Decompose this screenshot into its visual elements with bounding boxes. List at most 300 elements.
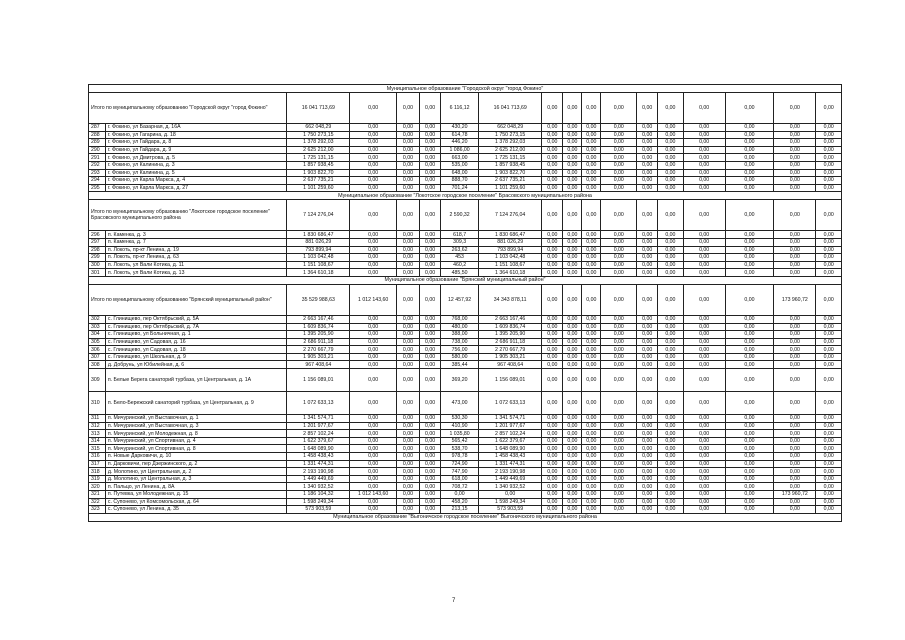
value-cell: 0,00 bbox=[396, 131, 419, 139]
value-cell: 0,00 bbox=[542, 200, 563, 231]
value-cell: 573 903,59 bbox=[287, 506, 350, 514]
value-cell: 0,00 bbox=[420, 491, 441, 499]
value-cell: 0,00 bbox=[774, 460, 816, 468]
value-cell: 0,00 bbox=[542, 415, 563, 423]
table-row bbox=[89, 238, 842, 246]
value-cell: 0,00 bbox=[774, 353, 816, 361]
value-cell: 16 041 713,69 bbox=[287, 93, 350, 124]
value-cell: 0,00 bbox=[725, 269, 774, 277]
value-cell: 0,00 bbox=[725, 261, 774, 269]
address-cell: п. Мичуринский, ул Молодежная, д. 8 bbox=[105, 430, 286, 438]
value-cell: 0,00 bbox=[420, 261, 441, 269]
value-cell: 978,78 bbox=[441, 453, 479, 461]
value-cell: 0,00 bbox=[582, 154, 601, 162]
value-cell: 0,00 bbox=[420, 460, 441, 468]
value-cell: 0,00 bbox=[683, 506, 725, 514]
value-cell: 0,00 bbox=[396, 315, 419, 323]
value-cell: 0,00 bbox=[683, 422, 725, 430]
row-number: 301 bbox=[89, 269, 106, 277]
value-cell: 0,00 bbox=[563, 445, 582, 453]
table-row bbox=[89, 323, 842, 331]
value-cell: 0,00 bbox=[725, 161, 774, 169]
value-cell: 0,00 bbox=[658, 346, 683, 354]
value-cell: 0,00 bbox=[350, 506, 396, 514]
value-cell: 0,00 bbox=[350, 146, 396, 154]
value-cell: 0,00 bbox=[350, 346, 396, 354]
table-row bbox=[89, 453, 842, 461]
value-cell: 0,00 bbox=[601, 269, 637, 277]
value-cell: 0,00 bbox=[601, 346, 637, 354]
value-cell: 0,00 bbox=[637, 261, 658, 269]
value-cell: 0,00 bbox=[420, 361, 441, 369]
value-cell: 0,00 bbox=[725, 468, 774, 476]
value-cell: 0,00 bbox=[563, 169, 582, 177]
value-cell: 0,00 bbox=[563, 506, 582, 514]
value-cell: 0,00 bbox=[601, 261, 637, 269]
value-cell: 0,00 bbox=[542, 269, 563, 277]
value-cell: 0,00 bbox=[563, 139, 582, 147]
value-cell: 0,00 bbox=[582, 437, 601, 445]
value-cell: 0,00 bbox=[542, 422, 563, 430]
value-cell: 0,00 bbox=[396, 498, 419, 506]
value-cell: 0,00 bbox=[725, 437, 774, 445]
value-cell: 0,00 bbox=[350, 238, 396, 246]
value-cell: 0,00 bbox=[774, 437, 816, 445]
address-cell: п. Каменка, д. 7 bbox=[105, 238, 286, 246]
value-cell: 1 598 249,34 bbox=[479, 498, 542, 506]
value-cell: 0,00 bbox=[542, 437, 563, 445]
value-cell: 663,00 bbox=[441, 154, 479, 162]
value-cell: 0,00 bbox=[816, 315, 842, 323]
value-cell: 1 151 108,67 bbox=[479, 261, 542, 269]
row-number: 322 bbox=[89, 498, 106, 506]
value-cell: 0,00 bbox=[725, 361, 774, 369]
value-cell: 0,00 bbox=[563, 315, 582, 323]
value-cell: 1 622 379,67 bbox=[287, 437, 350, 445]
value-cell: 0,00 bbox=[658, 415, 683, 423]
value-cell: 1 903 822,70 bbox=[479, 169, 542, 177]
value-cell: 1 857 938,45 bbox=[479, 161, 542, 169]
address-cell: с. Супонево, ул Ленина, д. 35 bbox=[105, 506, 286, 514]
value-cell: 0,00 bbox=[420, 453, 441, 461]
value-cell: 0,00 bbox=[542, 284, 563, 315]
value-cell: 0,00 bbox=[420, 284, 441, 315]
value-cell: 0,00 bbox=[683, 437, 725, 445]
value-cell: 0,00 bbox=[420, 346, 441, 354]
section-header-row bbox=[89, 85, 842, 93]
value-cell: 0,00 bbox=[396, 261, 419, 269]
value-cell: 0,00 bbox=[658, 445, 683, 453]
value-cell: 0,00 bbox=[542, 323, 563, 331]
value-cell: 0,00 bbox=[396, 437, 419, 445]
table-row bbox=[89, 146, 842, 154]
row-number: 305 bbox=[89, 338, 106, 346]
value-cell: 0,00 bbox=[725, 422, 774, 430]
row-number: 288 bbox=[89, 131, 106, 139]
value-cell: 2 625 212,00 bbox=[479, 146, 542, 154]
value-cell: 0,00 bbox=[582, 338, 601, 346]
value-cell: 0,00 bbox=[658, 483, 683, 491]
value-cell: 0,00 bbox=[601, 422, 637, 430]
value-cell: 701,24 bbox=[441, 184, 479, 192]
value-cell: 0,00 bbox=[725, 460, 774, 468]
value-cell: 1 609 836,74 bbox=[479, 323, 542, 331]
value-cell: 2 590,32 bbox=[441, 200, 479, 231]
value-cell: 565,42 bbox=[441, 437, 479, 445]
value-cell: 0,00 bbox=[420, 392, 441, 415]
value-cell: 0,00 bbox=[601, 369, 637, 392]
value-cell: 0,00 bbox=[563, 177, 582, 185]
value-cell: 0,00 bbox=[774, 269, 816, 277]
table-row bbox=[89, 506, 842, 514]
value-cell: 0,00 bbox=[637, 346, 658, 354]
value-cell: 0,00 bbox=[816, 353, 842, 361]
section-title: Муниципальное образование "Городской округ "город Фокино" bbox=[89, 85, 842, 93]
row-number: 313 bbox=[89, 430, 106, 438]
value-cell: 1 201 977,67 bbox=[479, 422, 542, 430]
value-cell: 1 725 131,15 bbox=[287, 154, 350, 162]
value-cell: 1 449 449,69 bbox=[287, 475, 350, 483]
value-cell: 0,00 bbox=[542, 338, 563, 346]
value-cell: 0,00 bbox=[350, 483, 396, 491]
value-cell: 35 529 988,63 bbox=[287, 284, 350, 315]
value-cell: 1 395 205,90 bbox=[287, 331, 350, 339]
value-cell: 0,00 bbox=[725, 369, 774, 392]
value-cell: 0,00 bbox=[637, 331, 658, 339]
value-cell: 0,00 bbox=[601, 169, 637, 177]
value-cell: 1 012 143,60 bbox=[350, 491, 396, 499]
value-cell: 0,00 bbox=[637, 315, 658, 323]
value-cell: 0,00 bbox=[725, 93, 774, 124]
value-cell: 0,00 bbox=[601, 154, 637, 162]
value-cell: 0,00 bbox=[420, 184, 441, 192]
table-row bbox=[89, 338, 842, 346]
value-cell: 458,20 bbox=[441, 498, 479, 506]
value-cell: 618,00 bbox=[441, 475, 479, 483]
row-number: 315 bbox=[89, 445, 106, 453]
section-title: Муниципальное образование "Выгоничское городское поселение" Выгоничского муниципального района bbox=[89, 513, 842, 521]
value-cell: 0,00 bbox=[658, 200, 683, 231]
value-cell: 0,00 bbox=[420, 231, 441, 239]
value-cell: 0,00 bbox=[637, 254, 658, 262]
value-cell: 530,30 bbox=[441, 415, 479, 423]
value-cell: 0,00 bbox=[637, 415, 658, 423]
row-number: 297 bbox=[89, 238, 106, 246]
table-row bbox=[89, 261, 842, 269]
value-cell: 0,00 bbox=[658, 315, 683, 323]
value-cell: 0,00 bbox=[350, 177, 396, 185]
value-cell: 0,00 bbox=[637, 200, 658, 231]
value-cell: 738,00 bbox=[441, 338, 479, 346]
value-cell: 0,00 bbox=[658, 460, 683, 468]
value-cell: 0,00 bbox=[683, 200, 725, 231]
value-cell: 1 186 104,32 bbox=[287, 491, 350, 499]
row-number: 308 bbox=[89, 361, 106, 369]
value-cell: 0,00 bbox=[420, 131, 441, 139]
table-row bbox=[89, 154, 842, 162]
value-cell: 0,00 bbox=[542, 430, 563, 438]
value-cell: 0,00 bbox=[479, 491, 542, 499]
value-cell: 0,00 bbox=[563, 261, 582, 269]
value-cell: 453 bbox=[441, 254, 479, 262]
row-number: 302 bbox=[89, 315, 106, 323]
value-cell: 0,00 bbox=[658, 146, 683, 154]
address-cell: п. Мичуринский, ул Выставочная, д. 3 bbox=[105, 422, 286, 430]
row-number: 318 bbox=[89, 468, 106, 476]
value-cell: 0,00 bbox=[420, 498, 441, 506]
value-cell: 618,7 bbox=[441, 231, 479, 239]
value-cell: 0,00 bbox=[725, 346, 774, 354]
value-cell: 0,00 bbox=[350, 139, 396, 147]
value-cell: 0,00 bbox=[542, 261, 563, 269]
value-cell: 0,00 bbox=[582, 453, 601, 461]
section-header-row bbox=[89, 513, 842, 521]
value-cell: 1 101 259,60 bbox=[479, 184, 542, 192]
value-cell: 0,00 bbox=[601, 315, 637, 323]
value-cell: 7 124 276,04 bbox=[287, 200, 350, 231]
value-cell: 0,00 bbox=[816, 323, 842, 331]
value-cell: 1 086,00 bbox=[441, 146, 479, 154]
value-cell: 0,00 bbox=[582, 369, 601, 392]
value-cell: 0,00 bbox=[563, 369, 582, 392]
value-cell: 0,00 bbox=[725, 353, 774, 361]
value-cell: 0,00 bbox=[582, 506, 601, 514]
value-cell: 0,00 bbox=[774, 483, 816, 491]
value-cell: 0,00 bbox=[396, 269, 419, 277]
table-row bbox=[89, 184, 842, 192]
value-cell: 0,00 bbox=[350, 361, 396, 369]
value-cell: 0,00 bbox=[350, 453, 396, 461]
value-cell: 0,00 bbox=[816, 146, 842, 154]
row-number: 319 bbox=[89, 475, 106, 483]
row-number: 323 bbox=[89, 506, 106, 514]
table-row bbox=[89, 369, 842, 392]
value-cell: 0,00 bbox=[396, 392, 419, 415]
value-cell: 0,00 bbox=[637, 323, 658, 331]
value-cell: 0,00 bbox=[420, 437, 441, 445]
value-cell: 0,00 bbox=[582, 468, 601, 476]
value-cell: 385,44 bbox=[441, 361, 479, 369]
value-cell: 0,00 bbox=[725, 169, 774, 177]
value-cell: 0,00 bbox=[420, 124, 441, 132]
total-row bbox=[89, 200, 842, 231]
row-number: 294 bbox=[89, 177, 106, 185]
value-cell: 0,00 bbox=[725, 331, 774, 339]
value-cell: 1 012 143,60 bbox=[350, 284, 396, 315]
value-cell: 0,00 bbox=[350, 475, 396, 483]
value-cell: 0,00 bbox=[658, 131, 683, 139]
value-cell: 0,00 bbox=[582, 284, 601, 315]
value-cell: 0,00 bbox=[542, 353, 563, 361]
value-cell: 0,00 bbox=[582, 422, 601, 430]
value-cell: 0,00 bbox=[816, 506, 842, 514]
value-cell: 0,00 bbox=[563, 430, 582, 438]
value-cell: 0,00 bbox=[350, 323, 396, 331]
value-cell: 0,00 bbox=[601, 323, 637, 331]
value-cell: 0,00 bbox=[563, 131, 582, 139]
value-cell: 0,00 bbox=[563, 475, 582, 483]
value-cell: 0,00 bbox=[601, 430, 637, 438]
value-cell: 0,00 bbox=[683, 124, 725, 132]
value-cell: 0,00 bbox=[725, 238, 774, 246]
value-cell: 2 270 667,79 bbox=[287, 346, 350, 354]
value-cell: 0,00 bbox=[350, 353, 396, 361]
address-cell: д. Молотино, ул Центральная, д. 3 bbox=[105, 475, 286, 483]
value-cell: 0,00 bbox=[816, 177, 842, 185]
value-cell: 0,00 bbox=[683, 323, 725, 331]
row-number: 316 bbox=[89, 453, 106, 461]
value-cell: 0,00 bbox=[542, 315, 563, 323]
value-cell: 0,00 bbox=[816, 498, 842, 506]
address-cell: с. Глинищево, ул Больничная, д. 1 bbox=[105, 331, 286, 339]
value-cell: 0,00 bbox=[601, 184, 637, 192]
value-cell: 0,00 bbox=[725, 231, 774, 239]
table-row bbox=[89, 169, 842, 177]
value-cell: 0,00 bbox=[637, 361, 658, 369]
address-cell: д. Добрунь, ул Юбилейная, д. 6 bbox=[105, 361, 286, 369]
value-cell: 580,00 bbox=[441, 353, 479, 361]
value-cell: 0,00 bbox=[582, 131, 601, 139]
value-cell: 0,00 bbox=[350, 124, 396, 132]
value-cell: 0,00 bbox=[816, 284, 842, 315]
table-row bbox=[89, 177, 842, 185]
value-cell: 0,00 bbox=[725, 200, 774, 231]
row-number: 303 bbox=[89, 323, 106, 331]
value-cell: 1 201 977,67 bbox=[287, 422, 350, 430]
value-cell: 0,00 bbox=[637, 392, 658, 415]
value-cell: 2 270 667,79 bbox=[479, 346, 542, 354]
value-cell: 0,00 bbox=[774, 415, 816, 423]
row-number: 314 bbox=[89, 437, 106, 445]
row-number: 317 bbox=[89, 460, 106, 468]
value-cell: 0,00 bbox=[420, 353, 441, 361]
value-cell: 0,00 bbox=[658, 246, 683, 254]
value-cell: 0,00 bbox=[774, 169, 816, 177]
value-cell: 0,00 bbox=[658, 422, 683, 430]
value-cell: 16 041 713,69 bbox=[479, 93, 542, 124]
row-number: 307 bbox=[89, 353, 106, 361]
value-cell: 0,00 bbox=[396, 139, 419, 147]
value-cell: 0,00 bbox=[542, 483, 563, 491]
value-cell: 0,00 bbox=[542, 177, 563, 185]
value-cell: 0,00 bbox=[683, 246, 725, 254]
address-cell: п. Белые Берега санаторий турбаза, ул Центральная, д. 1А bbox=[105, 369, 286, 392]
value-cell: 0,00 bbox=[350, 445, 396, 453]
value-cell: 430,20 bbox=[441, 124, 479, 132]
address-cell: п. Локоть, пр-кт Ленина, д. 19 bbox=[105, 246, 286, 254]
value-cell: 0,00 bbox=[396, 323, 419, 331]
value-cell: 0,00 bbox=[582, 498, 601, 506]
value-cell: 0,00 bbox=[582, 269, 601, 277]
value-cell: 0,00 bbox=[725, 146, 774, 154]
address-cell: с. Глинищево, пер Октябрьский, д. 7А bbox=[105, 323, 286, 331]
value-cell: 2 857 102,24 bbox=[479, 430, 542, 438]
value-cell: 0,00 bbox=[774, 475, 816, 483]
address-cell: п. Мичуринский, ул Спортивная, д. 8 bbox=[105, 445, 286, 453]
value-cell: 0,00 bbox=[420, 93, 441, 124]
value-cell: 2 663 167,46 bbox=[479, 315, 542, 323]
table-row bbox=[89, 346, 842, 354]
value-cell: 0,00 bbox=[582, 146, 601, 154]
value-cell: 0,00 bbox=[601, 445, 637, 453]
table-row bbox=[89, 422, 842, 430]
value-cell: 0,00 bbox=[350, 254, 396, 262]
value-cell: 0,00 bbox=[816, 131, 842, 139]
value-cell: 1 151 108,67 bbox=[287, 261, 350, 269]
value-cell: 0,00 bbox=[637, 498, 658, 506]
value-cell: 0,00 bbox=[683, 415, 725, 423]
value-cell: 0,00 bbox=[601, 460, 637, 468]
value-cell: 0,00 bbox=[601, 483, 637, 491]
value-cell: 881 026,29 bbox=[479, 238, 542, 246]
value-cell: 0,00 bbox=[816, 169, 842, 177]
value-cell: 648,00 bbox=[441, 169, 479, 177]
value-cell: 0,00 bbox=[563, 246, 582, 254]
value-cell: 0,00 bbox=[542, 161, 563, 169]
value-cell: 0,00 bbox=[396, 146, 419, 154]
value-cell: 0,00 bbox=[350, 369, 396, 392]
value-cell: 0,00 bbox=[542, 392, 563, 415]
value-cell: 0,00 bbox=[774, 331, 816, 339]
value-cell: 0,00 bbox=[725, 475, 774, 483]
table-body bbox=[89, 85, 842, 522]
value-cell: 12 457,92 bbox=[441, 284, 479, 315]
table-row bbox=[89, 468, 842, 476]
value-cell: 1 648 089,90 bbox=[287, 445, 350, 453]
value-cell: 0,00 bbox=[683, 361, 725, 369]
value-cell: 0,00 bbox=[563, 146, 582, 154]
value-cell: 0,00 bbox=[563, 184, 582, 192]
value-cell: 0,00 bbox=[350, 430, 396, 438]
table-row bbox=[89, 498, 842, 506]
value-cell: 0,00 bbox=[420, 415, 441, 423]
value-cell: 1 072 633,13 bbox=[287, 392, 350, 415]
value-cell: 0,00 bbox=[683, 491, 725, 499]
value-cell: 0,00 bbox=[725, 498, 774, 506]
value-cell: 0,00 bbox=[637, 238, 658, 246]
value-cell: 0,00 bbox=[774, 453, 816, 461]
value-cell: 34 343 878,11 bbox=[479, 284, 542, 315]
value-cell: 0,00 bbox=[637, 422, 658, 430]
value-cell: 0,00 bbox=[420, 506, 441, 514]
value-cell: 0,00 bbox=[658, 392, 683, 415]
value-cell: 0,00 bbox=[350, 184, 396, 192]
value-cell: 0,00 bbox=[774, 369, 816, 392]
value-cell: 0,00 bbox=[637, 146, 658, 154]
value-cell: 0,00 bbox=[658, 475, 683, 483]
value-cell: 0,00 bbox=[563, 284, 582, 315]
value-cell: 0,00 bbox=[396, 415, 419, 423]
row-number: 289 bbox=[89, 139, 106, 147]
value-cell: 0,00 bbox=[774, 315, 816, 323]
value-cell: 0,00 bbox=[658, 430, 683, 438]
value-cell: 793 899,94 bbox=[287, 246, 350, 254]
value-cell: 1 364 610,18 bbox=[287, 269, 350, 277]
value-cell: 0,00 bbox=[658, 506, 683, 514]
value-cell: 0,00 bbox=[637, 353, 658, 361]
value-cell: 0,00 bbox=[563, 231, 582, 239]
value-cell: 0,00 bbox=[658, 269, 683, 277]
value-cell: 0,00 bbox=[637, 483, 658, 491]
value-cell: 0,00 bbox=[542, 331, 563, 339]
value-cell: 0,00 bbox=[563, 254, 582, 262]
value-cell: 0,00 bbox=[658, 338, 683, 346]
row-number: 291 bbox=[89, 154, 106, 162]
value-cell: 0,00 bbox=[396, 475, 419, 483]
value-cell: 0,00 bbox=[420, 475, 441, 483]
address-cell: д. Молотино, ул Центральная, д. 2 bbox=[105, 468, 286, 476]
value-cell: 0,00 bbox=[683, 269, 725, 277]
